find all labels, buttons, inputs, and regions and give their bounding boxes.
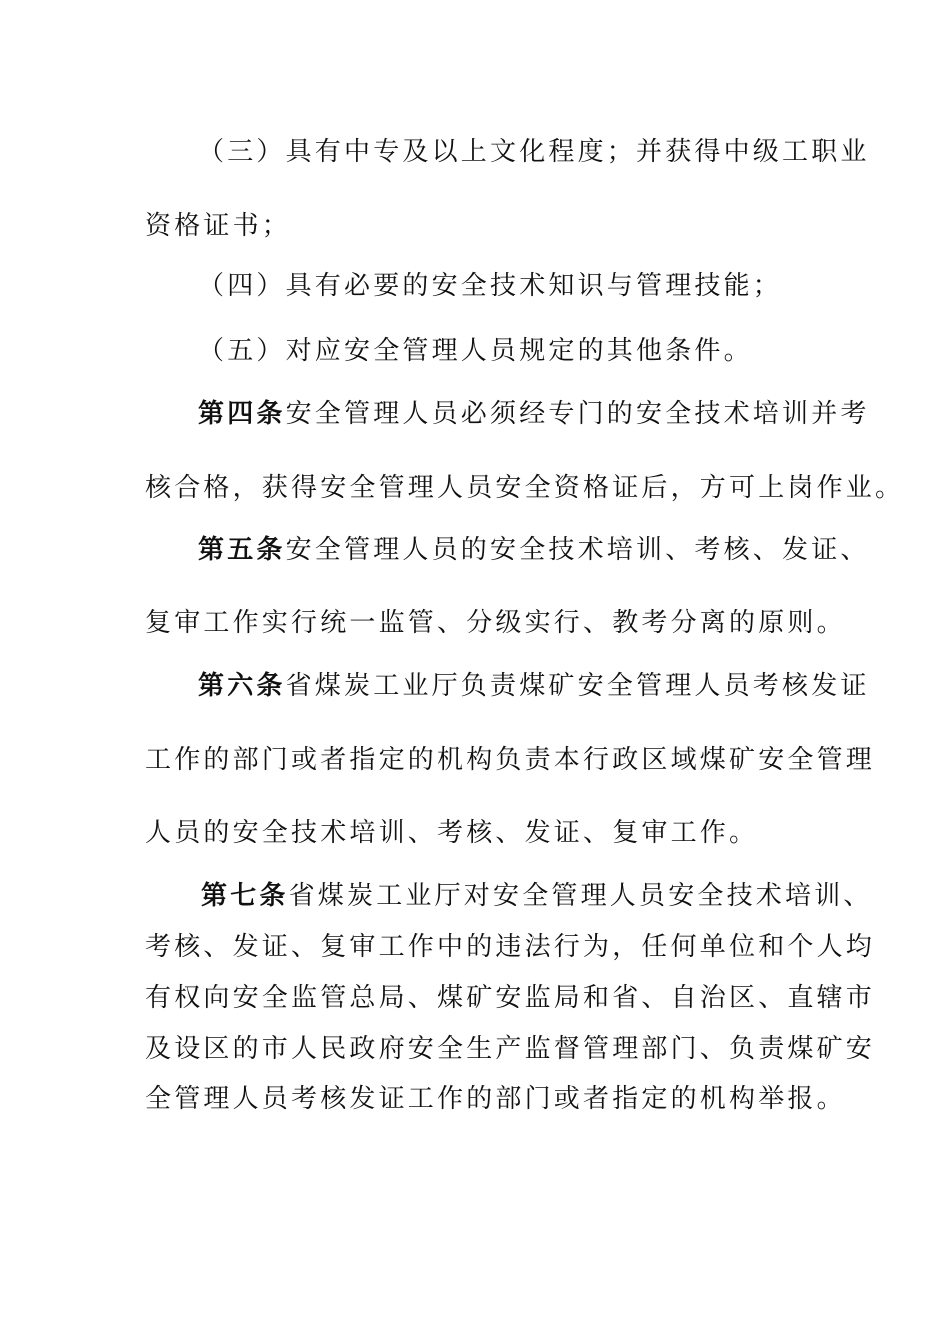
article-5-heading: 第五条 xyxy=(198,535,286,565)
item-5: （五）对应安全管理人员规定的其他条件。 xyxy=(198,336,753,366)
article-7-line-2: 考核、发证、复审工作中的违法行为，任何单位和个人均 xyxy=(145,932,876,962)
article-7-text: 省煤炭工业厅对安全管理人员安全技术培训、 xyxy=(288,881,873,911)
article-6-line-3: 人员的安全技术培训、考核、发证、复审工作。 xyxy=(145,818,759,848)
article-7-line-4: 及设区的市人民政府安全生产监督管理部门、负责煤矿安 xyxy=(145,1034,876,1064)
item-4: （四）具有必要的安全技术知识与管理技能； xyxy=(198,271,783,301)
article-7-line-5: 全管理人员考核发证工作的部门或者指定的机构举报。 xyxy=(145,1084,846,1114)
article-5-text: 安全管理人员的安全技术培训、考核、发证、 xyxy=(285,535,870,565)
article-4-line-2: 核合格，获得安全管理人员安全资格证后，方可上岗作业。 xyxy=(145,473,905,503)
article-7-line-1 xyxy=(201,878,873,914)
article-5-line-2: 复审工作实行统一监管、分级实行、教考分离的原则。 xyxy=(145,608,846,638)
article-7-line-3: 有权向安全监管总局、煤矿安监局和省、自治区、直辖市 xyxy=(145,983,876,1013)
article-6-line-1 xyxy=(198,668,870,704)
article-4-line-1 xyxy=(198,396,870,432)
article-6-heading: 第六条 xyxy=(198,671,286,701)
article-4-text: 安全管理人员必须经专门的安全技术培训并考 xyxy=(285,399,870,429)
article-7-heading: 第七条 xyxy=(201,881,289,911)
article-5-line-1 xyxy=(198,532,870,568)
article-4-heading: 第四条 xyxy=(198,399,286,429)
item-3-line-1: （三）具有中专及以上文化程度；并获得中级工职业 xyxy=(198,137,870,167)
article-6-text: 省煤炭工业厅负责煤矿安全管理人员考核发证 xyxy=(285,671,870,701)
item-3-line-2: 资格证书； xyxy=(145,211,292,241)
article-6-line-2: 工作的部门或者指定的机构负责本行政区域煤矿安全管理 xyxy=(145,745,876,775)
